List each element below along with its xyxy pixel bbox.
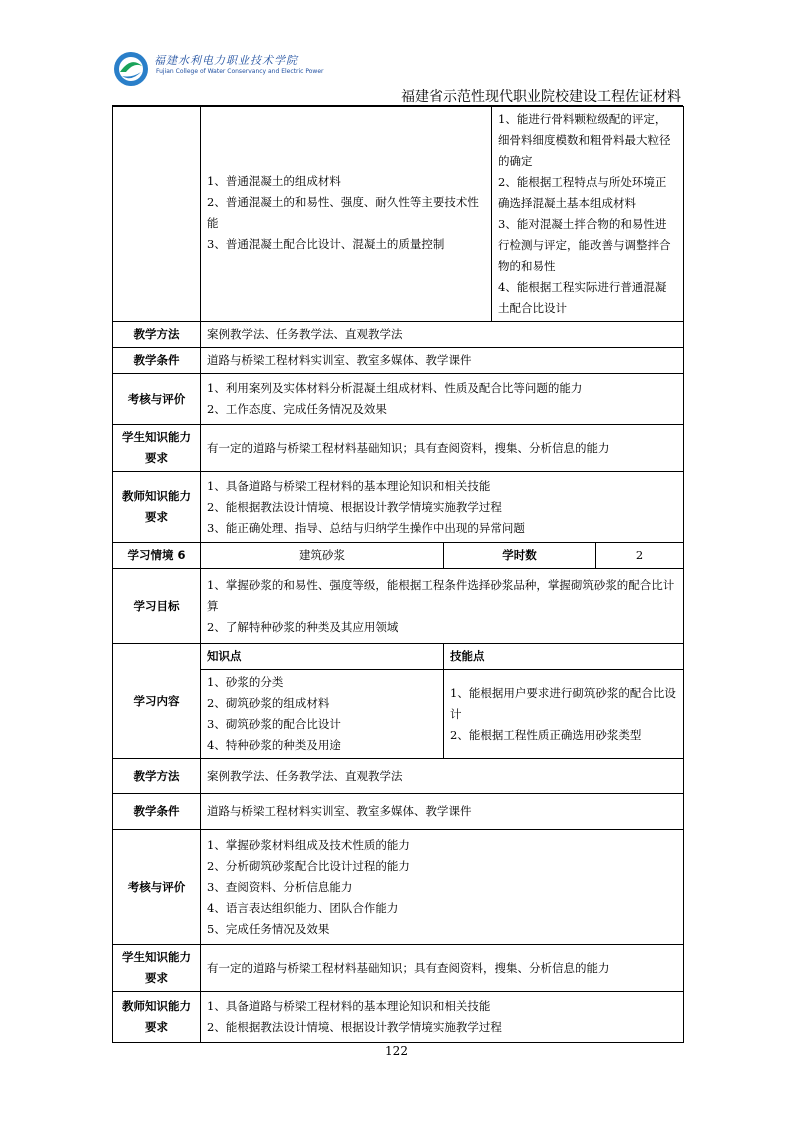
table-row: [113, 569, 684, 644]
label-skill-points: 技能点: [444, 644, 684, 670]
student-req-value: 有一定的道路与桥梁工程材料基础知识；具有查阅资料，搜集、分析信息的能力: [201, 945, 684, 992]
student-req-value: 有一定的道路与桥梁工程材料基础知识；具有查阅资料，搜集、分析信息的能力: [201, 425, 684, 472]
table-row: [113, 348, 684, 374]
table-row: [113, 644, 684, 670]
label-goals: 学习目标: [113, 569, 201, 644]
assessment-item: 3、查阅资料、分析信息能力: [207, 879, 353, 894]
table-row: [113, 425, 684, 472]
course-table: [112, 106, 684, 1043]
method-value: 案例教学法、任务教学法、直观教学法: [201, 322, 684, 348]
goal-item: 1、掌握砂浆的和易性、强度等级，能根据工程条件选择砂浆品种，掌握砌筑砂浆的配合比计算: [207, 577, 675, 613]
document-title: 福建省示范性现代职业院校建设工程佐证材料: [401, 89, 681, 105]
assessment-value: [201, 830, 684, 945]
knowledge-item: 4、特种砂浆的种类及用途: [207, 738, 341, 752]
label-content: 学习内容: [113, 644, 201, 759]
label-situation: 学习情境 6: [113, 543, 201, 569]
label-cell-empty: [113, 107, 201, 322]
hours-value: 2: [596, 543, 684, 569]
situation-name: 建筑砂浆: [201, 543, 444, 569]
teacher-req-item: 3、能正确处理、指导、总结与归纳学生操作中出现的异常问题: [207, 520, 525, 535]
conditions-value: 道路与桥梁工程材料实训室、教室多媒体、教学课件: [201, 794, 684, 830]
skill-item: 2、能根据工程特点与所处环境正确选择混凝土基本组成材料: [498, 175, 667, 210]
skill-item: 2、能根据工程性质正确选用砂浆类型: [450, 727, 642, 742]
teacher-req-item: 1、具备道路与桥梁工程材料的基本理论知识和相关技能: [207, 478, 491, 493]
assessment-item: 4、语言表达组织能力、团队合作能力: [207, 900, 399, 915]
table-row: [113, 107, 684, 322]
page-number: 122: [385, 1044, 408, 1058]
knowledge-item: 3、普通混凝土配合比设计、混凝土的质量控制: [207, 237, 445, 251]
teacher-req-item: 2、能根据教法设计情境、根据设计教学情境实施教学过程: [207, 1020, 502, 1034]
assessment-item: 1、利用案列及实体材料分析混凝土组成材料、性质及配合比等问题的能力: [207, 381, 583, 395]
assessment-item: 2、工作态度、完成任务情况及效果: [207, 402, 387, 416]
table-row: [113, 992, 684, 1043]
table-row: [113, 794, 684, 830]
assessment-value: [201, 374, 684, 425]
knowledge-cell: [201, 107, 492, 322]
skill-item: 1、能进行骨料颗粒级配的评定，细骨料细度模数和粗骨料最大粒径的确定: [498, 112, 671, 168]
label-assessment: 考核与评价: [113, 374, 201, 425]
label-assessment: 考核与评价: [113, 830, 201, 945]
table-row: [113, 374, 684, 425]
teacher-req-value: [201, 472, 684, 543]
knowledge-item: 1、普通混凝土的组成材料: [207, 174, 341, 188]
skills-cell: [492, 107, 684, 322]
logo-subtitle: Fujian College of Water Conservancy and Electric Power: [156, 68, 324, 75]
table-row: [113, 945, 684, 992]
table-row: [113, 322, 684, 348]
label-knowledge-points: 知识点: [201, 644, 444, 670]
goal-item: 2、了解特种砂浆的种类及其应用领域: [207, 619, 399, 634]
knowledge-item: 1、砂浆的分类: [207, 675, 284, 689]
skill-item: 1、能根据用户要求进行砌筑砂浆的配合比设计: [450, 685, 676, 721]
label-method: 教学方法: [113, 759, 201, 794]
teacher-req-item: 1、具备道路与桥梁工程材料的基本理论知识和相关技能: [207, 999, 491, 1013]
table-row: [113, 472, 684, 543]
teacher-req-item: 2、能根据教法设计情境、根据设计教学情境实施教学过程: [207, 499, 502, 514]
knowledge-item: 2、砌筑砂浆的组成材料: [207, 696, 330, 710]
label-conditions: 教学条件: [113, 348, 201, 374]
college-logo: [112, 46, 324, 94]
logo-title: 福建水利电力职业技术学院: [154, 54, 298, 67]
label-student-req: 学生知识能力要求: [113, 945, 201, 992]
method-value: 案例教学法、任务教学法、直观教学法: [201, 759, 684, 794]
table-row: [113, 759, 684, 794]
skill-points-value: [444, 670, 684, 759]
skill-item: 3、能对混凝土拌合物的和易性进行检测与评定，能改善与调整拌合物的和易性: [498, 217, 671, 273]
label-method: 教学方法: [113, 322, 201, 348]
knowledge-item: 3、砌筑砂浆的配合比设计: [207, 717, 341, 731]
knowledge-item: 2、普通混凝土的和易性、强度、耐久性等主要技术性能: [207, 195, 479, 230]
table-row: [113, 830, 684, 945]
goals-value: [201, 569, 684, 644]
label-hours: 学时数: [444, 543, 596, 569]
label-conditions: 教学条件: [113, 794, 201, 830]
assessment-item: 5、完成任务情况及效果: [207, 921, 330, 936]
label-teacher-req: 教师知识能力要求: [113, 992, 201, 1043]
assessment-item: 2、分析砌筑砂浆配合比设计过程的能力: [207, 858, 410, 873]
conditions-value: 道路与桥梁工程材料实训室、教室多媒体、教学课件: [201, 348, 684, 374]
label-teacher-req: 教师知识能力要求: [113, 472, 201, 543]
label-student-req: 学生知识能力要求: [113, 425, 201, 472]
table-row: [113, 543, 684, 569]
teacher-req-value: [201, 992, 684, 1043]
knowledge-points-value: [201, 670, 444, 759]
skill-item: 4、能根据工程实际进行普通混凝土配合比设计: [498, 280, 667, 315]
assessment-item: 1、掌握砂浆材料组成及技术性质的能力: [207, 837, 410, 852]
college-emblem-icon: [112, 50, 150, 88]
